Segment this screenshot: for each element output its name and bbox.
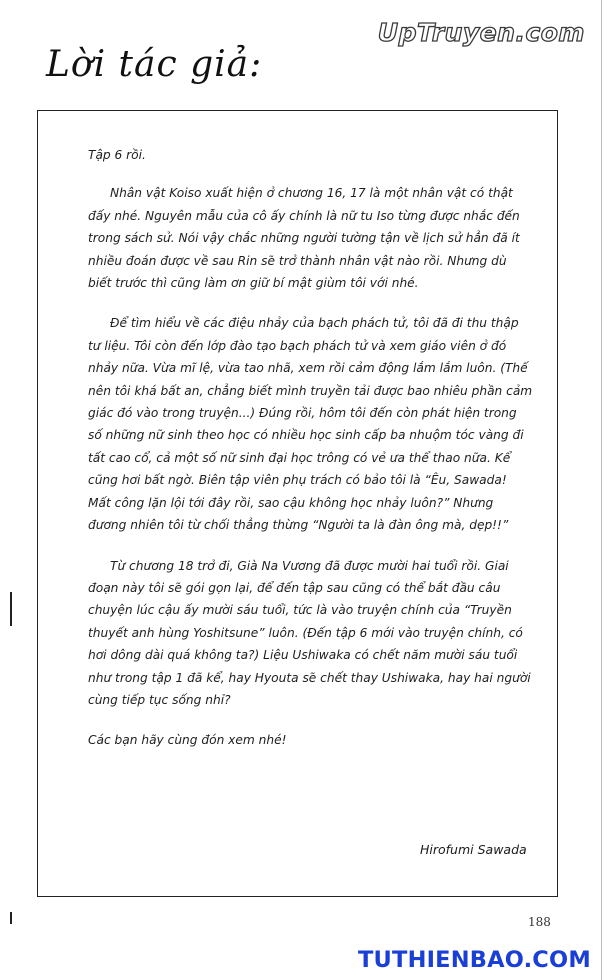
scan-edge-line-right — [601, 0, 602, 980]
page-number: 188 — [528, 915, 551, 929]
author-signature: Hirofumi Sawada — [420, 842, 527, 857]
letter-greeting: Tập 6 rồi. — [88, 148, 146, 162]
page-title: Lời tác giả: — [46, 44, 263, 85]
scan-edge-mark-top — [10, 592, 12, 626]
watermark-logo: UpTruyen.com — [377, 18, 585, 47]
letter-paragraph-3: Từ chương 18 trở đi, Già Na Vương đã được mười hai tuổi rồi. Giai đoạn này tôi sẽ gói gọn lại, để đến tập sau cũng có thể bắt đầu câu chuyện lúc cậu ấy mười sáu tuổi, tức là vào truyện chính của “Truyền thuyết anh hùng Yoshitsune” luôn. (Đến tập 6 mới vào truyện chính, có hơi dông dài quá không ta?) Liệu Ushiwaka có chết năm mười sáu tuổi như trong tập 1 đã kể, hay Hyouta sẽ chết thay Ushiwaka, hay hai người cùng tiếp tục sống nhỉ? — [88, 558, 531, 707]
footer-site-watermark: TUTHIENBAO.COM — [358, 947, 591, 973]
letter-closing: Các bạn hãy cùng đón xem nhé! — [88, 733, 287, 748]
letter-body — [88, 144, 533, 776]
scan-edge-mark-bottom — [10, 912, 12, 924]
letter-paragraph-2: Để tìm hiểu về các điệu nhảy của bạch phách tử, tôi đã đi thu thập tư liệu. Tôi còn đến lớp đào tạo bạch phách tử và xem giáo viên ở đó nhảy nữa. Vừa mĩ lệ, vừa tao nhã, xem rồi cảm động lắm lắm luôn. (Thế nên tôi khá bất an, chẳng biết mình truyền tải được bao nhiêu phần cảm giác đó vào trong truyện...) Đúng rồi, hôm tôi đến còn phát hiện trong số những nữ sinh theo học có nhiều học sinh cấp ba nhuộm tóc vàng đi tất cao cổ, cả một số nữ sinh đại học trông có vẻ ưa thể thao nữa. Kể cũng hơi bất ngờ. Biên tập viên phụ trách có bảo tôi là “Êu, Sawada! Mất công lặn lội tới đây rồi, sao cậu không học nhảy luôn?” Nhưng đương nhiên tôi từ chối thẳng thừng “Người ta là đàn ông mà, dẹp!!” — [88, 316, 533, 533]
letter-paragraph-1: Nhân vật Koiso xuất hiện ở chương 16, 17 là một nhân vật có thật đấy nhé. Nguyên mẫu của cô ấy chính là nữ tu Iso từng được nhắc đến trong sách sử. Nói vậy chắc những người tường tận về lịch sử hẳn đã ít nhiều đoán được về sau Rin sẽ trở thành nhân vật nào rồi. Nhưng dù biết trước thì cũng làm ơn giữ bí mật giùm tôi với nhé. — [88, 186, 520, 291]
